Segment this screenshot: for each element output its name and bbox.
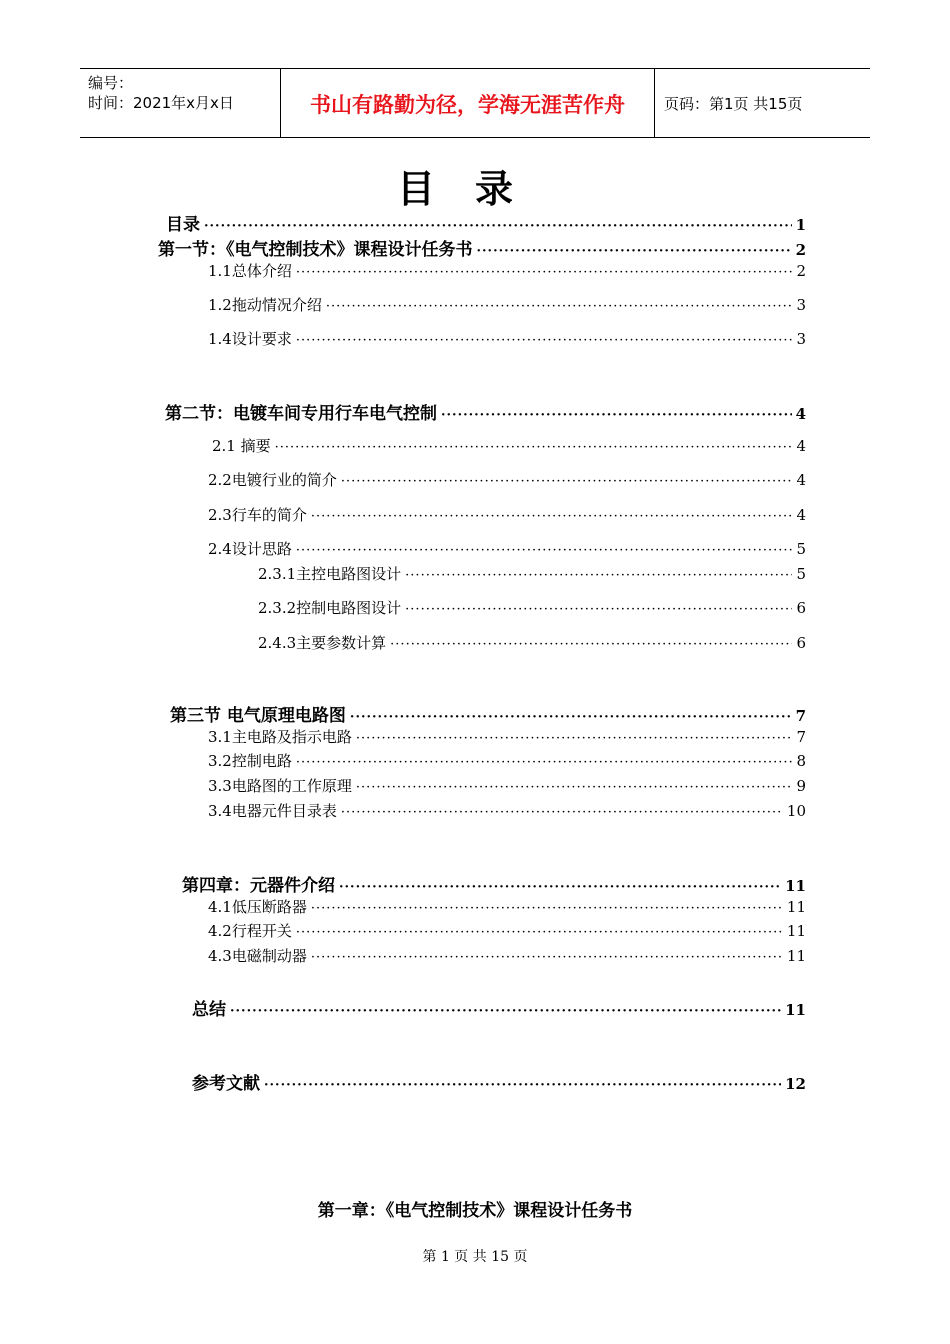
chapter-heading: 第一章：《电气控制技术》课程设计任务书: [317, 1201, 633, 1221]
toc-entry[interactable]: 3.2控制电路 ····· 8: [208, 750, 806, 772]
time-label: 时间：2021年x月x日: [88, 94, 234, 112]
toc-entry[interactable]: 第四章：元器件介绍 ····· 11: [182, 871, 806, 893]
toc-entry[interactable]: 目录 ····· 1: [166, 210, 806, 232]
toc-entry[interactable]: 2.4.3主要参数计算 ····· 6: [258, 632, 806, 654]
toc-entry[interactable]: 4.2行程开关 ····· 11: [208, 920, 806, 942]
toc-entry[interactable]: 4.1低压断路器 ····· 11: [208, 896, 806, 918]
header-page-info: 页码：第1页 共15页: [664, 95, 803, 113]
toc-title: 目录: [396, 167, 553, 211]
page-footer: 第 1 页 共 15 页: [422, 1249, 528, 1265]
header-motto: 书山有路勤为径，学海无涯苦作舟: [310, 93, 625, 117]
toc-entry[interactable]: 2.3.1主控电路图设计 ····· 5: [258, 563, 806, 585]
toc-entry[interactable]: 第一节：《电气控制技术》课程设计任务书 ····· 2: [158, 235, 806, 257]
toc-entry[interactable]: 第二节：电镀车间专用行车电气控制 ····· 4: [165, 399, 806, 421]
toc-entry[interactable]: 4.3电磁制动器 ····· 11: [208, 945, 806, 967]
toc-entry[interactable]: 总结 ····· 11: [192, 995, 806, 1017]
number-label: 编号：: [88, 74, 134, 92]
toc-entry[interactable]: 2.3.2控制电路图设计 ····· 6: [258, 597, 806, 619]
toc-entry[interactable]: 3.4电器元件目录表 ····· 10: [208, 800, 806, 822]
toc-entry[interactable]: 1.4设计要求 ····· 3: [208, 328, 806, 350]
toc-entry[interactable]: 2.1 摘要 ····· 4: [212, 435, 806, 457]
toc-entry[interactable]: 2.4设计思路 ····· 5: [208, 538, 806, 560]
toc-entry[interactable]: 参考文献 ····· 12: [192, 1069, 806, 1091]
toc-entry[interactable]: 1.2拖动情况介绍 ····· 3: [208, 294, 806, 316]
toc-entry[interactable]: 3.3电路图的工作原理 ····· 9: [208, 775, 806, 797]
toc-entry[interactable]: 1.1总体介绍 ····· 2: [208, 260, 806, 282]
toc-entry[interactable]: 2.2电镀行业的简介 ····· 4: [208, 469, 806, 491]
toc-entry[interactable]: 3.1主电路及指示电路 ····· 7: [208, 726, 806, 748]
toc-entry[interactable]: 2.3行车的简介 ····· 4: [208, 504, 806, 526]
toc-entry[interactable]: 第三节 电气原理电路图 ····· 7: [170, 701, 806, 723]
